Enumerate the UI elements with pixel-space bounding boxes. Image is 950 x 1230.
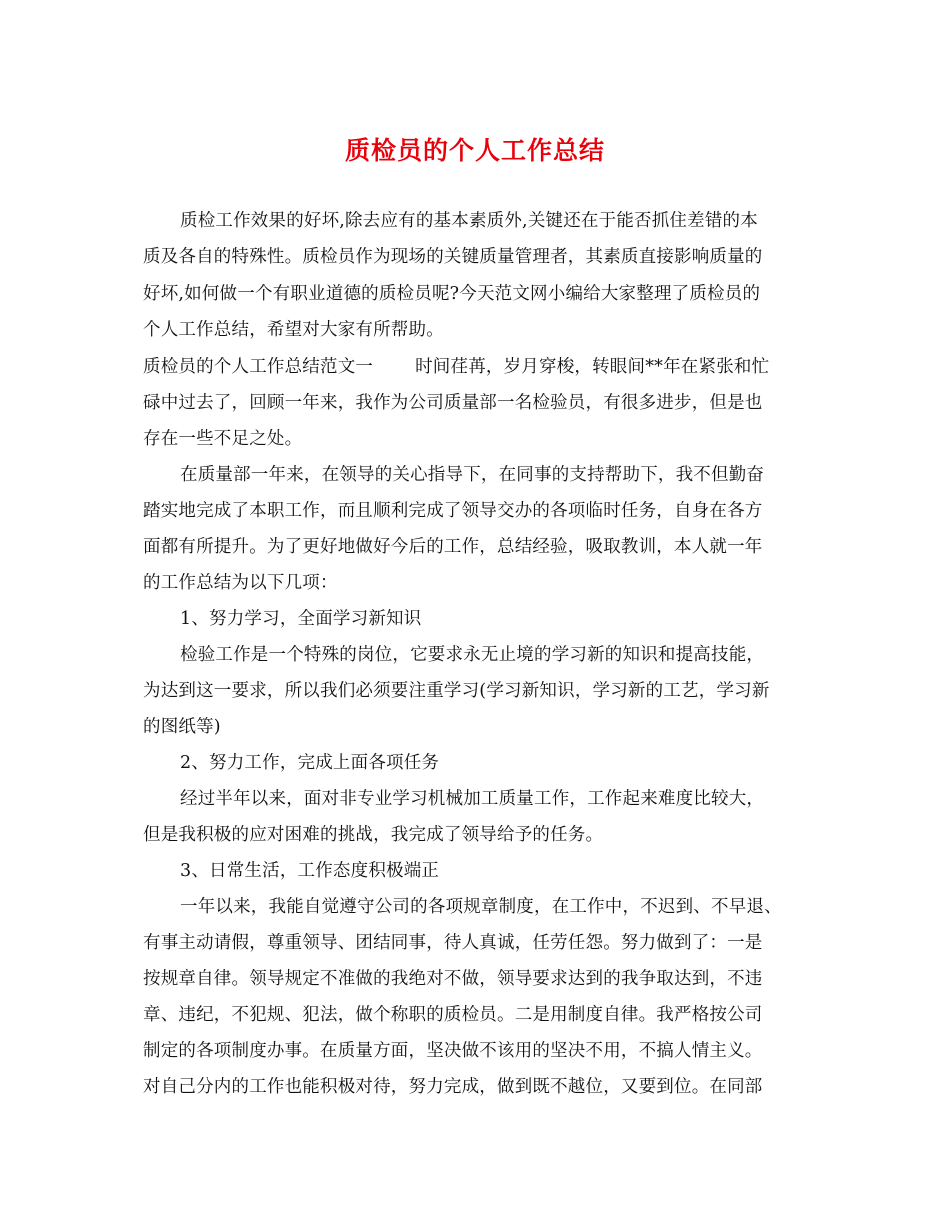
body-line-3: 好坏,如何做一个有职业道德的质检员呢?今天范文网小编给大家整理了质检员的 (143, 284, 761, 304)
body-line-5 (143, 355, 813, 379)
body-line-5-text: 时间荏苒，岁月穿梭，转眼间**年在紧张和忙 (415, 357, 770, 377)
body-line-15: 经过半年以来，面对非专业学习机械加工质量工作，工作起来难度比较大， (180, 789, 765, 809)
body-line-18: 有事主动请假，尊重领导、团结同事，待人真诚，任劳任怨。努力做到了：一是 (143, 933, 763, 953)
body-line-16: 但是我积极的应对困难的挑战，我完成了领导给予的任务。 (143, 825, 604, 845)
body-line-9: 踏实地完成了本职工作，而且顺利完成了领导交办的各项临时任务，自身在各方 (143, 501, 763, 521)
body-line-13: 为达到这一要求，所以我们必须要注重学习(学习新知识，学习新的工艺，学习新 (143, 681, 770, 701)
body-line-10: 面都有所提升。为了更好地做好今后的工作，总结经验，吸取教训，本人就一年 (143, 537, 763, 557)
body-line-14: 的图纸等) (143, 717, 221, 737)
body-line-1: 质检工作效果的好坏,除去应有的基本素质外,关键还在于能否抓住差错的本 (180, 211, 758, 231)
body-line-7: 存在一些不足之处。 (143, 429, 303, 449)
body-line-2: 质及各自的特殊性。质检员作为现场的关键质量管理者，其素质直接影响质量的 (143, 247, 763, 267)
body-line-8: 在质量部一年来，在领导的关心指导下，在同事的支持帮助下，我不但勤奋 (180, 465, 765, 485)
body-line-22: 对自己分内的工作也能积极对待，努力完成，做到既不越位，又要到位。在同部 (143, 1077, 763, 1097)
body-line-19: 按规章自律。领导规定不准做的我绝对不做，领导要求达到的我争取达到，不违 (143, 969, 763, 989)
list-heading-1: 1、努力学习，全面学习新知识 (180, 609, 422, 629)
body-line-20: 章、违纪，不犯规、犯法，做个称职的质检员。二是用制度自律。我严格按公司 (143, 1005, 763, 1025)
body-line-17: 一年以来，我能自觉遵守公司的各项规章制度，在工作中，不迟到、不早退、 (180, 897, 782, 917)
body-line-6: 碌中过去了，回顾一年来，我作为公司质量部一名检验员，有很多进步，但是也 (143, 393, 763, 413)
body-line-11: 的工作总结为以下几项： (143, 573, 338, 593)
document-title: 质检员的个人工作总结 (344, 136, 605, 165)
list-heading-3: 3、日常生活，工作态度积极端正 (180, 861, 440, 881)
section-heading-sample-one: 质检员的个人工作总结范文一 (143, 357, 374, 377)
body-line-21: 制定的各项制度办事。在质量方面，坚决做不该用的坚决不用，不搞人情主义。 (143, 1041, 763, 1061)
body-line-4: 个人工作总结，希望对大家有所帮助。 (143, 320, 444, 340)
list-heading-2: 2、努力工作，完成上面各项任务 (180, 753, 440, 773)
body-line-12: 检验工作是一个特殊的岗位，它要求永无止境的学习新的知识和提高技能， (180, 645, 765, 665)
